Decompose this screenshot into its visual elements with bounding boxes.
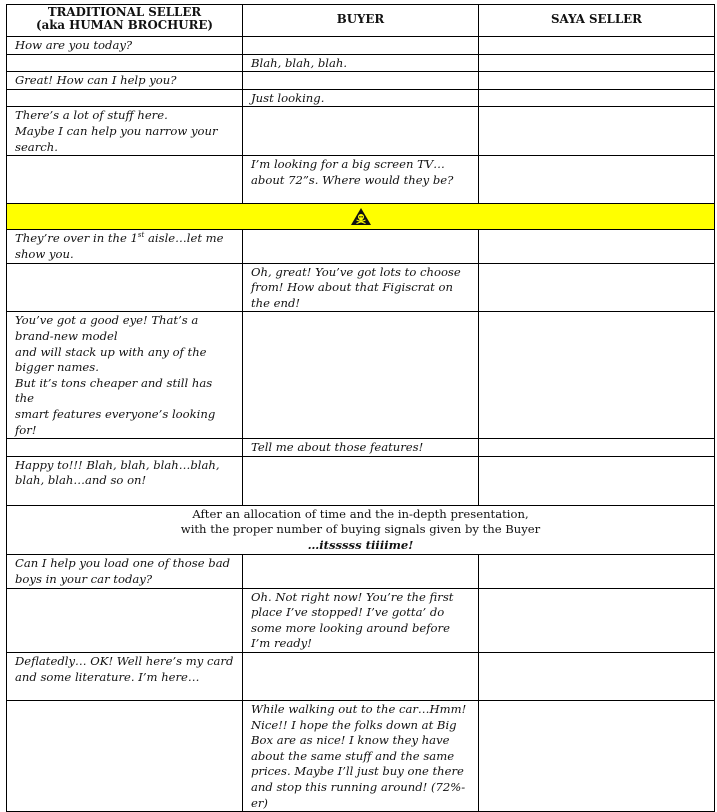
header-saya-label: SAYA SELLER [551, 12, 642, 26]
table-row [7, 588, 715, 652]
buyer-cell: Just looking. [243, 89, 479, 107]
saya-cell [479, 456, 715, 505]
seller-text: aisle…let me show you. [15, 231, 224, 261]
buyer-cell [243, 230, 479, 263]
table-row [7, 701, 715, 812]
saya-cell [479, 263, 715, 312]
seller-cell [7, 439, 243, 457]
table-row [7, 653, 715, 701]
buyer-cell [243, 107, 479, 156]
seller-cell: Can I help you load one of those bad boys in your car today? [7, 555, 243, 588]
seller-cell [7, 54, 243, 72]
table-row [7, 107, 715, 156]
saya-cell [479, 156, 715, 204]
seller-text: They’re over in the 1 [15, 231, 138, 246]
seller-cell: How are you today? [7, 37, 243, 55]
note-emphasis: …itsssss tiiiime! [307, 537, 414, 552]
note-line: After an allocation of time and the in-depth presentation, [192, 506, 529, 521]
script-table-page [6, 4, 714, 812]
table-row [7, 54, 715, 72]
header-buyer-label: BUYER [336, 12, 385, 26]
seller-line: smart features everyone’s looking for! [15, 406, 216, 437]
saya-cell [479, 54, 715, 72]
header-traditional-line2: (aka HUMAN BROCHURE) [36, 18, 213, 32]
buyer-cell: Oh, great! You’ve got lots to choose from! How about that Figiscrat on the end! [243, 263, 479, 312]
table-row [7, 456, 715, 505]
saya-cell [479, 107, 715, 156]
seller-line: But it’s tons cheaper and still has the [15, 375, 213, 406]
header-saya-seller [479, 5, 715, 37]
seller-cell [7, 263, 243, 312]
seller-line: Maybe I can help you narrow your search. [15, 123, 218, 154]
buyer-cell: Blah, blah, blah. [243, 54, 479, 72]
header-row [7, 5, 715, 37]
table-row [7, 37, 715, 55]
seller-cell [7, 701, 243, 812]
header-traditional-line1: TRADITIONAL SELLER [47, 5, 202, 19]
seller-cell [7, 230, 243, 263]
buyer-cell: Tell me about those features! [243, 439, 479, 457]
table-row [7, 439, 715, 457]
buyer-cell [243, 312, 479, 439]
table-row [7, 312, 715, 439]
saya-cell [479, 72, 715, 90]
saya-cell [479, 439, 715, 457]
buyer-cell: While walking out to the car…Hmm! Nice!! I hope the folks down at Big Box are as nice! I know they have about the same stuff and the same prices. Maybe I’ll just buy one there and stop this running around! (72%-er) [243, 701, 479, 812]
table-row [7, 263, 715, 312]
saya-cell [479, 701, 715, 812]
buyer-cell [243, 653, 479, 701]
superscript: st [137, 231, 145, 240]
table-row [7, 230, 715, 263]
seller-cell [7, 588, 243, 652]
warning-divider [7, 204, 715, 230]
buyer-cell: I’m looking for a big screen TV…about 72”s. Where would they be? [243, 156, 479, 204]
buyer-cell [243, 37, 479, 55]
saya-cell [479, 312, 715, 439]
warning-divider-row [7, 204, 715, 230]
transition-note [7, 505, 715, 555]
table-row [7, 156, 715, 204]
seller-cell [7, 89, 243, 107]
saya-cell [479, 230, 715, 263]
sales-script-table [6, 4, 715, 812]
header-buyer [243, 5, 479, 37]
seller-line: You’ve got a good eye! That’s a brand-new model [15, 313, 199, 343]
seller-cell [7, 312, 243, 439]
table-row [7, 72, 715, 90]
seller-cell [7, 156, 243, 204]
seller-line: and will stack up with any of the bigger names. [15, 344, 207, 375]
saya-cell [479, 555, 715, 588]
seller-cell: Great! How can I help you? [7, 72, 243, 90]
buyer-cell [243, 456, 479, 505]
seller-cell [7, 107, 243, 156]
table-row [7, 89, 715, 107]
buyer-cell [243, 72, 479, 90]
transition-note-row [7, 505, 715, 555]
saya-cell [479, 89, 715, 107]
note-line: with the proper number of buying signals given by the Buyer [180, 522, 541, 537]
table-row [7, 555, 715, 588]
seller-cell: Deflatedly… OK! Well here’s my card and some literature. I’m here… [7, 653, 243, 701]
seller-line: There’s a lot of stuff here. [15, 108, 168, 123]
saya-cell [479, 37, 715, 55]
saya-cell [479, 653, 715, 701]
buyer-cell: Oh. Not right now! You’re the first place I’ve stopped! I’ve gotta’ do some more looking around before I’m ready! [243, 588, 479, 652]
buyer-cell [243, 555, 479, 588]
skull-crossbones-warning-icon [350, 207, 372, 226]
header-traditional-seller [7, 5, 243, 37]
seller-cell: Happy to!!! Blah, blah, blah…blah, blah, blah…and so on! [7, 456, 243, 505]
saya-cell [479, 588, 715, 652]
